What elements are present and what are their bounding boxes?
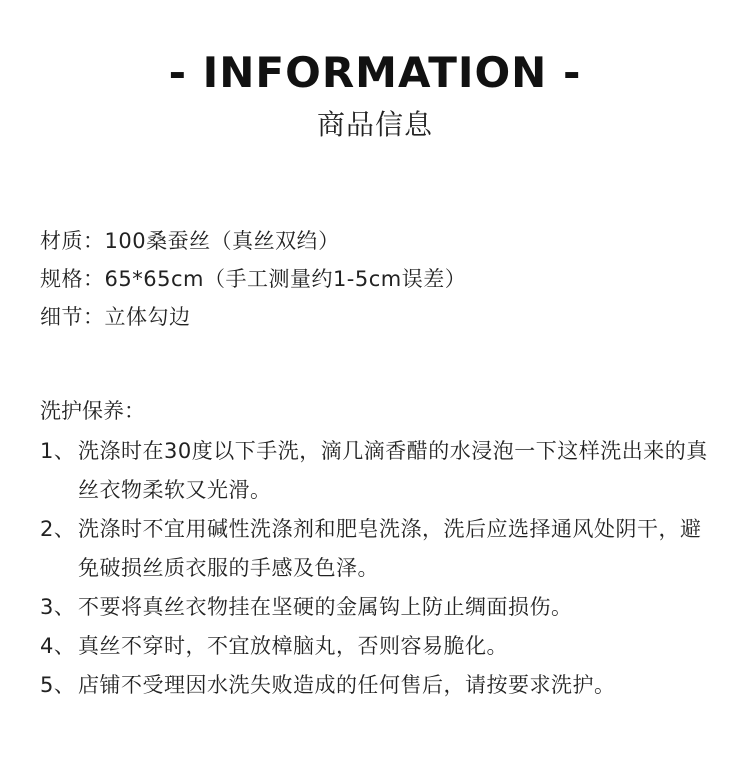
care-item [40,627,720,666]
spec-detail-value: 立体勾边 [104,305,191,329]
care-item [40,666,720,705]
spec-detail-label: 细节： [40,305,105,329]
care-item [40,510,720,588]
care-instructions [40,392,720,705]
care-item-number: 4、 [40,634,76,658]
care-item-number: 3、 [40,595,76,619]
spec-material [40,222,720,260]
care-item [40,588,720,627]
spec-size [40,260,720,298]
care-item-number: 2、 [40,517,76,541]
spec-size-value: 65*65cm（手工测量约1-5cm误差） [104,267,467,291]
care-item-text: 真丝不穿时，不宜放樟脑丸，否则容易脆化。 [78,634,508,658]
care-item-text: 店铺不受理因水洗失败造成的任何售后，请按要求洗护。 [78,673,616,697]
spec-material-value: 100桑蚕丝（真丝双绉） [104,229,340,253]
care-item-text: 洗涤时不宜用碱性洗涤剂和肥皂洗涤，洗后应选择通风处阴干，避免破损丝质衣服的手感及色泽。 [78,517,702,580]
spec-size-label: 规格： [40,267,105,291]
page-subtitle: 商品信息 [316,108,433,141]
care-item-number: 1、 [40,439,76,463]
care-item-text: 洗涤时在30度以下手洗，滴几滴香醋的水浸泡一下这样洗出来的真丝衣物柔软又光滑。 [78,439,708,502]
care-item-text: 不要将真丝衣物挂在坚硬的金属钩上防止绸面损伤。 [78,595,573,619]
care-heading: 洗护保养： [40,399,145,423]
header [0,45,750,143]
page-title: - INFORMATION - [168,48,582,97]
spec-material-label: 材质： [40,229,105,253]
care-item-number: 5、 [40,673,76,697]
product-specs [40,222,720,336]
care-item [40,432,720,510]
spec-detail [40,298,720,336]
